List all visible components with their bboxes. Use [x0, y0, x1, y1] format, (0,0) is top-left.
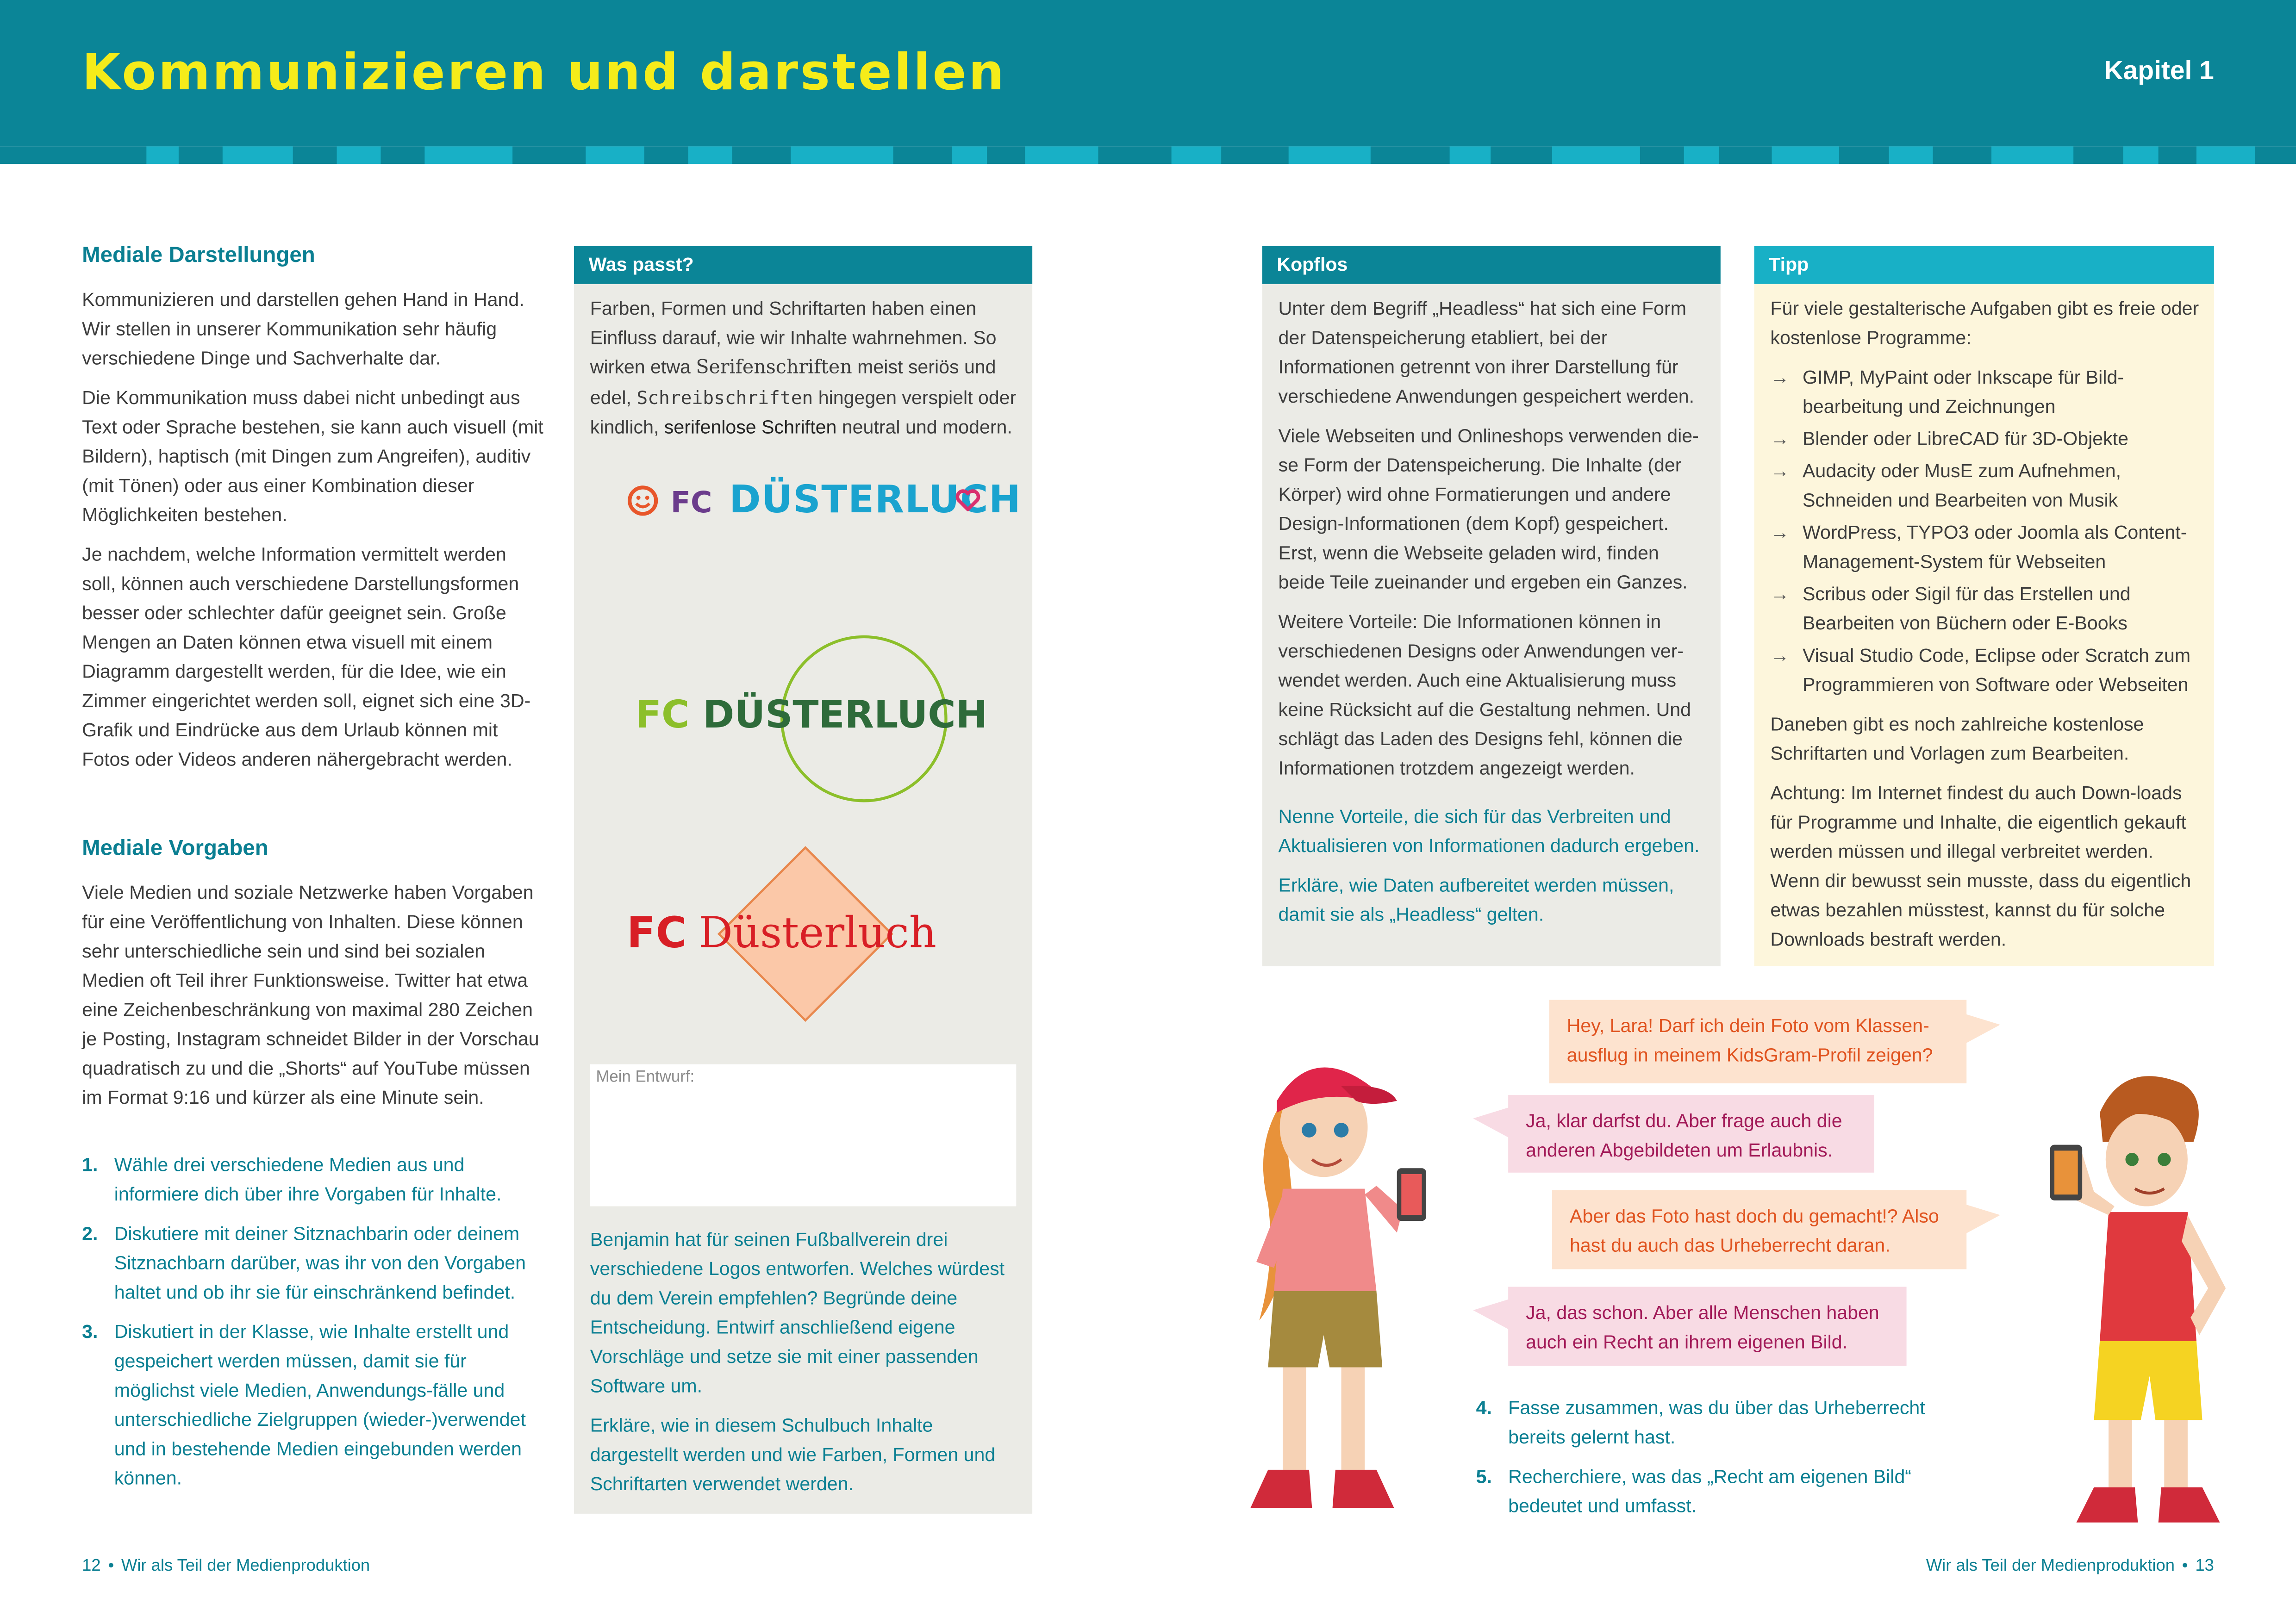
tipp-list-item: [1770, 424, 2203, 454]
logo-variant-3: [627, 908, 936, 959]
logo-variant-2: [636, 694, 988, 738]
smiley-icon: [627, 485, 659, 517]
kopflos-tasks: [1279, 802, 1706, 939]
bubble-tail: [1962, 1013, 2000, 1045]
tipp-item-text: Visual Studio Code, Eclipse oder Scratch zum Programmieren von Software oder Webseiten: [1802, 644, 2191, 696]
task-list-left: [82, 1150, 545, 1503]
speech-bubble-boy-2: Aber das Foto hast doch du gemacht!? Also hast du auch das Urheberrecht daran.: [1552, 1190, 1966, 1269]
draft-area[interactable]: [590, 1064, 1017, 1206]
task-number: 3.: [82, 1320, 98, 1343]
task-text: Diskutiert in der Klasse, wie Inhalte erstellt und gespeichert werden müssen, damit sie für möglichst viele Medien, Anwendungs-fälle und unterschiedliche Zielgruppen (wieder-)verwendet und in bestehende Medien eingebunden werden können.: [114, 1320, 526, 1489]
tipp-item-text: WordPress, TYPO3 oder Joomla als Content-Management-System für Webseiten: [1802, 521, 2187, 572]
footer-left: 12 • Wir als Teil der Medienproduktion: [82, 1557, 370, 1575]
speech-bubble-girl-2: Ja, das schon. Aber alle Menschen haben auch ein Recht an ihrem eigenen Bild.: [1508, 1287, 1906, 1366]
task-number: 4.: [1476, 1396, 1492, 1419]
paragraph: Weitere Vorteile: Die Informationen können in verschiedenen Designs oder Anwendungen ver-wendet werden. Auch eine Aktualisierung muss keine Rücksicht auf die Gestaltung nehmen. Und schlägt das Laden des Designs fehl, können die Informationen trotzdem angezeigt werden.: [1278, 610, 1691, 779]
paragraph: Unter dem Begriff „Headless“ hat sich eine Form der Datenspeicherung etabliert, bei der Informationen getrennt von ihrer Darstellung für verschiedene Anwendungen gespeichert werden.: [1278, 297, 1695, 407]
tipp-item-text: Scribus oder Sigil für das Erstellen und Bearbeiten von Büchern oder E-Books: [1802, 582, 2131, 634]
paragraph: Je nachdem, welche Information vermittelt werden soll, können auch verschiedene Darstellungsformen besser oder schlechter dafür geeignet sein. Große Mengen an Daten können etwa visuell mit einem Diagramm dargestellt werden, für die Idee, wie ein Zimmer eingerichtet werden soll, eignet sich eine 3D-Grafik und Eindrücke aus dem Urlaub können mit Fotos oder Videos anderen nähergebracht werden.: [82, 543, 531, 770]
paragraph: Für viele gestalterische Aufgaben gibt es freie oder kostenlose Programme:: [1770, 297, 2199, 348]
was-passt-intro: [590, 294, 1021, 442]
tipp-list-item: [1770, 363, 2203, 422]
task-number: 5.: [1476, 1465, 1492, 1487]
task-item: [1476, 1393, 1959, 1452]
bubble-tail: [1962, 1203, 2000, 1236]
task-text: Nenne Vorteile, die sich für das Verbreiten und Aktualisieren von Informationen dadurch ergeben.: [1278, 805, 1700, 857]
tipp-list-item: [1770, 641, 2203, 700]
chapter-label: Kapitel 1: [2104, 56, 2214, 85]
logo1-fc: FC: [670, 485, 712, 520]
paragraph: Viele Webseiten und Onlineshops verwenden die-se Form der Datenspeicherung. Die Inhalte (der Körper) wird ohne Formatierungen und andere Design-Informationen (dem Kopf) gespeichert. Erst, wenn die Webseite geladen wird, finden beide Teile zueinander und ergeben ein Ganzes.: [1278, 424, 1699, 593]
footer-right: Wir als Teil der Medienproduktion • 13: [1926, 1557, 2214, 1575]
speech-bubble-girl-1: Ja, klar darfst du. Aber frage auch die anderen Abgebildeten um Erlaubnis.: [1508, 1095, 1874, 1173]
boy-character-illustration: [2035, 1069, 2255, 1525]
logo3-name: Düsterluch: [699, 908, 937, 958]
page-title: Kommunizieren und darstellen: [82, 44, 1006, 103]
arrow-icon: →: [1770, 582, 1790, 605]
intro-text: hingegen verspielt oder kindlich,: [590, 386, 1017, 438]
logo3-fc: FC: [626, 908, 687, 958]
tipp-item-text: Blender oder LibreCAD für 3D-Objekte: [1802, 427, 2129, 450]
serif-sample: Serifenschriften: [696, 357, 852, 379]
intro-text: Farben, Formen und Schriftarten haben einen Einfluss darauf, wie wir Inhalte wahrnehmen. So wirken etwa: [590, 297, 997, 378]
task-item: [82, 1150, 545, 1209]
bubble-tail: [1473, 1107, 1511, 1139]
logo2-fc: FC: [635, 694, 690, 738]
intro-text: neutral und modern.: [836, 416, 1012, 438]
tipp-heading: Tipp: [1754, 246, 2214, 284]
header-pattern-strip: [0, 146, 2296, 164]
kopflos-text: [1279, 294, 1706, 794]
task-text: Erkläre, wie in diesem Schulbuch Inhalte dargestellt werden und wie Farben, Formen und Schriftarten verwendet werden.: [590, 1414, 996, 1495]
intro-text: meist seriös und edel,: [590, 355, 996, 409]
sans-sample: serifenlose Schriften: [664, 416, 837, 438]
arrow-icon: →: [1770, 427, 1790, 450]
paragraph: Kommunizieren und darstellen gehen Hand in Hand. Wir stellen in unserer Kommunikation sehr häufig verschiedene Dinge und Sachverhalte dar.: [82, 288, 524, 369]
logo1-name: DÜSTERLUCH: [729, 479, 1022, 523]
page-number: 12: [82, 1557, 101, 1575]
heart-icon: [955, 487, 981, 514]
arrow-icon: →: [1770, 366, 1790, 388]
draft-label: Mein Entwurf:: [596, 1069, 695, 1087]
task-text: Erkläre, wie Daten aufbereitet werden müssen, damit sie als „Headless“ gelten.: [1278, 874, 1674, 926]
tipp-item-text: GIMP, MyPaint oder Inkscape für Bild-bearbeitung und Zeichnungen: [1802, 366, 2124, 417]
logo2-name: DÜSTERLUCH: [703, 694, 988, 738]
was-passt-heading: Was passt?: [574, 246, 1032, 284]
task-text: Fasse zusammen, was du über das Urheberrecht bereits gelernt hast.: [1508, 1396, 1925, 1448]
footer-title: Wir als Teil der Medienproduktion: [121, 1557, 370, 1575]
task-text: Benjamin hat für seinen Fußballverein drei verschiedene Logos entworfen. Welches würdest du dem Verein empfehlen? Begründe deine Entscheidung. Entwirf anschließend eigene Vorschläge und setze sie mit einer passenden Software um.: [590, 1228, 1005, 1397]
task-item: [82, 1318, 545, 1493]
arrow-icon: →: [1770, 644, 1790, 666]
task-text: Diskutiere mit deiner Sitznachbarin oder deinem Sitznachbarn darüber, was ihr von den Vorgaben haltet und ob ihr sie für einschränkend befindet.: [114, 1222, 526, 1303]
tipp-item-text: Audacity oder MusE zum Aufnehmen, Schneiden und Bearbeiten von Musik: [1802, 460, 2121, 511]
tipp-list-item: [1770, 580, 2203, 639]
task-list-right: [1476, 1393, 1959, 1531]
heading-mediale-darstellungen: Mediale Darstellungen: [82, 243, 315, 268]
speech-bubble-boy-1: Hey, Lara! Darf ich dein Foto vom Klassen-ausflug in meinem KidsGram-Profil zeigen?: [1549, 1000, 1967, 1083]
arrow-icon: →: [1770, 460, 1790, 482]
paragraph: Die Kommunikation muss dabei nicht unbedingt aus Text oder Sprache bestehen, sie kann auch visuell (mit Bildern), haptisch (mit Dingen zum Angreifen), auditiv (mit Tönen) oder aus einer Kombination dieser Möglichkeiten bestehen.: [82, 386, 543, 526]
task-text: Wähle drei verschiedene Medien aus und informiere dich über ihre Vorgaben für Inhalte.: [114, 1153, 502, 1205]
tipp-list-item: [1770, 457, 2203, 516]
script-sample: Schreibschriften: [636, 386, 813, 409]
task-number: 1.: [82, 1153, 98, 1176]
bubble-tail: [1473, 1299, 1511, 1331]
section1-text: [82, 286, 545, 785]
task-number: 2.: [82, 1222, 98, 1244]
was-passt-tasks: [590, 1225, 1021, 1510]
section2-text: Viele Medien und soziale Netzwerke haben Vorgaben für eine Veröffentlichung von Inhalten. Diese können sehr unterschiedliche sein und sind bei sozialen Medien oft Teil ihrer Funktionsweise. Twitter hat etwa eine Zeichenbeschränkung von maximal 280 Zeichen je Posting, Instagram schneidet Bilder in der Vorschau quadratisch zu und die „Shorts“ auf YouTube müssen im Format 9:16 und kürzer als eine Minute sein.: [82, 881, 539, 1108]
page-number: 13: [2195, 1557, 2214, 1575]
tipp-text: [1770, 294, 2203, 965]
kopflos-heading: Kopflos: [1262, 246, 1721, 284]
logo-variant-1: [627, 479, 1022, 525]
heading-mediale-vorgaben: Mediale Vorgaben: [82, 836, 268, 861]
tipp-list-item: [1770, 518, 2203, 577]
girl-character-illustration: [1224, 1042, 1458, 1525]
paragraph: Achtung: Im Internet findest du auch Down-loads für Programme und Inhalte, die eigentlich gekauft werden müssen und illegal verbreitet werden. Wenn dir bewusst sein musste, dass du eigentlich etwas bezahlen müsstest, kannst du für solche Downloads bestraft werden.: [1770, 782, 2191, 950]
task-item: [82, 1219, 545, 1307]
task-item: [1476, 1462, 1959, 1521]
footer-title: Wir als Teil der Medienproduktion: [1926, 1557, 2175, 1575]
task-text: Recherchiere, was das „Recht am eigenen Bild“ bedeutet und umfasst.: [1508, 1465, 1912, 1517]
arrow-icon: →: [1770, 521, 1790, 543]
paragraph: Daneben gibt es noch zahlreiche kostenlose Schriftarten und Vorlagen zum Bearbeiten.: [1770, 713, 2144, 765]
